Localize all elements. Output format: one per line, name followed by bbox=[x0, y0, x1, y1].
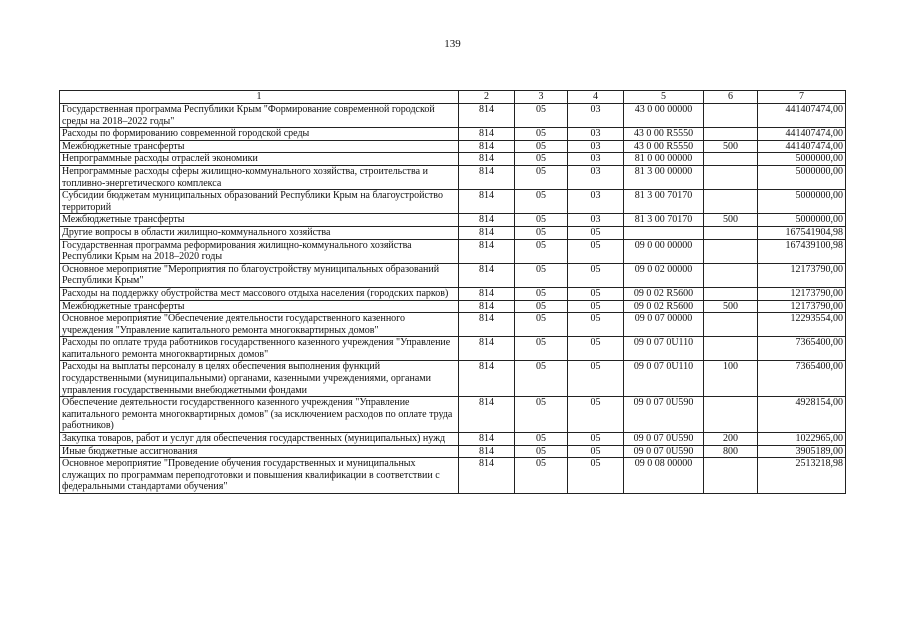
row-sum: 441407474,00 bbox=[758, 128, 846, 141]
row-rz: 05 bbox=[515, 165, 568, 189]
row-csr: 43 0 00 00000 bbox=[624, 104, 704, 128]
row-name: Расходы на поддержку обустройства мест массового отдыха населения (городских парков) bbox=[60, 287, 459, 300]
row-csr: 81 3 00 00000 bbox=[624, 165, 704, 189]
row-gr: 814 bbox=[459, 263, 515, 287]
table-row bbox=[60, 337, 846, 361]
table-row bbox=[60, 445, 846, 458]
row-rz: 05 bbox=[515, 433, 568, 446]
row-sum: 12173790,00 bbox=[758, 300, 846, 313]
row-name: Государственная программа реформирования жилищно-коммунального хозяйства Республики Крым на 2018–2020 годы bbox=[60, 239, 459, 263]
row-vr: 100 bbox=[704, 361, 758, 397]
row-sum: 12293554,00 bbox=[758, 313, 846, 337]
row-sum: 441407474,00 bbox=[758, 140, 846, 153]
row-csr: 09 0 07 0U590 bbox=[624, 433, 704, 446]
row-vr bbox=[704, 104, 758, 128]
row-pr: 05 bbox=[568, 433, 624, 446]
row-csr: 09 0 02 R5600 bbox=[624, 287, 704, 300]
row-sum: 12173790,00 bbox=[758, 287, 846, 300]
table-row bbox=[60, 153, 846, 166]
row-vr bbox=[704, 190, 758, 214]
row-csr: 43 0 00 R5550 bbox=[624, 128, 704, 141]
row-name: Иные бюджетные ассигнования bbox=[60, 445, 459, 458]
row-vr: 500 bbox=[704, 140, 758, 153]
table-row bbox=[60, 128, 846, 141]
row-name: Расходы по формированию современной городской среды bbox=[60, 128, 459, 141]
row-pr: 05 bbox=[568, 361, 624, 397]
row-name: Основное мероприятие "Обеспечение деятельности государственного казенного учреждения "Управление капитального ремонта многоквартирных домов" bbox=[60, 313, 459, 337]
row-name: Межбюджетные трансферты bbox=[60, 214, 459, 227]
row-pr: 03 bbox=[568, 165, 624, 189]
row-gr: 814 bbox=[459, 165, 515, 189]
table-row bbox=[60, 239, 846, 263]
row-rz: 05 bbox=[515, 153, 568, 166]
row-csr: 09 0 07 00000 bbox=[624, 313, 704, 337]
row-vr bbox=[704, 239, 758, 263]
col-header-7: 7 bbox=[758, 91, 846, 104]
row-gr: 814 bbox=[459, 433, 515, 446]
col-header-1: 1 bbox=[60, 91, 459, 104]
row-rz: 05 bbox=[515, 140, 568, 153]
row-vr bbox=[704, 263, 758, 287]
row-csr bbox=[624, 226, 704, 239]
row-gr: 814 bbox=[459, 397, 515, 433]
row-pr: 05 bbox=[568, 300, 624, 313]
row-vr bbox=[704, 337, 758, 361]
row-name: Основное мероприятие "Мероприятия по благоустройству муниципальных образований Республики Крым" bbox=[60, 263, 459, 287]
table-row bbox=[60, 397, 846, 433]
row-csr: 81 3 00 70170 bbox=[624, 190, 704, 214]
row-sum: 7365400,00 bbox=[758, 337, 846, 361]
row-pr: 03 bbox=[568, 104, 624, 128]
row-csr: 09 0 08 00000 bbox=[624, 458, 704, 494]
row-gr: 814 bbox=[459, 239, 515, 263]
row-name: Межбюджетные трансферты bbox=[60, 140, 459, 153]
row-pr: 05 bbox=[568, 239, 624, 263]
row-gr: 814 bbox=[459, 214, 515, 227]
row-pr: 03 bbox=[568, 190, 624, 214]
row-vr: 500 bbox=[704, 214, 758, 227]
table-row bbox=[60, 300, 846, 313]
row-gr: 814 bbox=[459, 226, 515, 239]
row-rz: 05 bbox=[515, 287, 568, 300]
row-pr: 03 bbox=[568, 214, 624, 227]
row-vr bbox=[704, 128, 758, 141]
row-vr bbox=[704, 153, 758, 166]
row-sum: 2513218,98 bbox=[758, 458, 846, 494]
row-sum: 1022965,00 bbox=[758, 433, 846, 446]
row-gr: 814 bbox=[459, 313, 515, 337]
row-name: Расходы по оплате труда работников государственного казенного учреждения "Управление капитального ремонта многоквартирных домов" bbox=[60, 337, 459, 361]
table-row bbox=[60, 104, 846, 128]
row-pr: 03 bbox=[568, 153, 624, 166]
row-rz: 05 bbox=[515, 239, 568, 263]
row-gr: 814 bbox=[459, 337, 515, 361]
table-row bbox=[60, 226, 846, 239]
col-header-2: 2 bbox=[459, 91, 515, 104]
row-sum: 167439100,98 bbox=[758, 239, 846, 263]
row-gr: 814 bbox=[459, 104, 515, 128]
row-vr bbox=[704, 165, 758, 189]
table-row bbox=[60, 263, 846, 287]
row-csr: 43 0 00 R5550 bbox=[624, 140, 704, 153]
row-rz: 05 bbox=[515, 226, 568, 239]
budget-table bbox=[59, 90, 846, 494]
row-name: Основное мероприятие "Проведение обучения государственных и муниципальных служащих по программам переподготовки и повышения квалификации в соответствии с федеральными стандартами обучения" bbox=[60, 458, 459, 494]
table-row bbox=[60, 165, 846, 189]
row-csr: 81 0 00 00000 bbox=[624, 153, 704, 166]
row-pr: 05 bbox=[568, 337, 624, 361]
row-csr: 09 0 07 0U590 bbox=[624, 445, 704, 458]
row-sum: 7365400,00 bbox=[758, 361, 846, 397]
row-pr: 05 bbox=[568, 226, 624, 239]
row-rz: 05 bbox=[515, 337, 568, 361]
row-rz: 05 bbox=[515, 190, 568, 214]
row-vr: 200 bbox=[704, 433, 758, 446]
table-row bbox=[60, 287, 846, 300]
row-name: Субсидии бюджетам муниципальных образований Республики Крым на благоустройство территорий bbox=[60, 190, 459, 214]
row-rz: 05 bbox=[515, 104, 568, 128]
row-name: Межбюджетные трансферты bbox=[60, 300, 459, 313]
table-row bbox=[60, 140, 846, 153]
header-row bbox=[60, 91, 846, 104]
row-gr: 814 bbox=[459, 287, 515, 300]
row-rz: 05 bbox=[515, 313, 568, 337]
row-rz: 05 bbox=[515, 445, 568, 458]
table-row bbox=[60, 214, 846, 227]
row-sum: 5000000,00 bbox=[758, 153, 846, 166]
row-vr: 800 bbox=[704, 445, 758, 458]
row-vr bbox=[704, 287, 758, 300]
row-pr: 05 bbox=[568, 445, 624, 458]
row-sum: 12173790,00 bbox=[758, 263, 846, 287]
page-number: 139 bbox=[444, 38, 461, 50]
col-header-5: 5 bbox=[624, 91, 704, 104]
row-name: Непрограммные расходы сферы жилищно-коммунального хозяйства, строительства и топливно-энергетического комплекса bbox=[60, 165, 459, 189]
row-vr bbox=[704, 458, 758, 494]
row-pr: 05 bbox=[568, 313, 624, 337]
row-pr: 05 bbox=[568, 263, 624, 287]
row-gr: 814 bbox=[459, 458, 515, 494]
row-pr: 05 bbox=[568, 287, 624, 300]
row-sum: 3905189,00 bbox=[758, 445, 846, 458]
row-name: Закупка товаров, работ и услуг для обеспечения государственных (муниципальных) нужд bbox=[60, 433, 459, 446]
row-vr bbox=[704, 226, 758, 239]
row-rz: 05 bbox=[515, 263, 568, 287]
row-rz: 05 bbox=[515, 300, 568, 313]
row-vr bbox=[704, 313, 758, 337]
row-rz: 05 bbox=[515, 214, 568, 227]
row-gr: 814 bbox=[459, 153, 515, 166]
row-gr: 814 bbox=[459, 190, 515, 214]
row-vr: 500 bbox=[704, 300, 758, 313]
row-rz: 05 bbox=[515, 458, 568, 494]
row-rz: 05 bbox=[515, 361, 568, 397]
table-row bbox=[60, 313, 846, 337]
row-pr: 05 bbox=[568, 397, 624, 433]
row-sum: 4928154,00 bbox=[758, 397, 846, 433]
row-gr: 814 bbox=[459, 445, 515, 458]
table-row bbox=[60, 458, 846, 494]
row-name: Обеспечение деятельности государственного казенного учреждения "Управление капитального ремонта многоквартирных домов" (за исключением расходов по оплате труда работников) bbox=[60, 397, 459, 433]
row-pr: 03 bbox=[568, 140, 624, 153]
row-name: Непрограммные расходы отраслей экономики bbox=[60, 153, 459, 166]
row-name: Государственная программа Республики Крым "Формирование современной городской среды на 2018–2022 годы" bbox=[60, 104, 459, 128]
row-csr: 09 0 07 0U110 bbox=[624, 337, 704, 361]
row-csr: 09 0 02 R5600 bbox=[624, 300, 704, 313]
row-gr: 814 bbox=[459, 128, 515, 141]
row-csr: 09 0 07 0U590 bbox=[624, 397, 704, 433]
row-vr bbox=[704, 397, 758, 433]
table-row bbox=[60, 190, 846, 214]
row-sum: 5000000,00 bbox=[758, 214, 846, 227]
col-header-3: 3 bbox=[515, 91, 568, 104]
table-row bbox=[60, 361, 846, 397]
row-csr: 09 0 02 00000 bbox=[624, 263, 704, 287]
row-sum: 5000000,00 bbox=[758, 190, 846, 214]
row-name: Другие вопросы в области жилищно-коммунального хозяйства bbox=[60, 226, 459, 239]
row-gr: 814 bbox=[459, 300, 515, 313]
row-csr: 09 0 00 00000 bbox=[624, 239, 704, 263]
row-csr: 81 3 00 70170 bbox=[624, 214, 704, 227]
row-sum: 167541904,98 bbox=[758, 226, 846, 239]
row-rz: 05 bbox=[515, 397, 568, 433]
row-csr: 09 0 07 0U110 bbox=[624, 361, 704, 397]
table-row bbox=[60, 433, 846, 446]
row-sum: 5000000,00 bbox=[758, 165, 846, 189]
row-gr: 814 bbox=[459, 361, 515, 397]
row-rz: 05 bbox=[515, 128, 568, 141]
col-header-6: 6 bbox=[704, 91, 758, 104]
row-name: Расходы на выплаты персоналу в целях обеспечения выполнения функций государственными (муниципальными) органами, казенными учреждениями, органами управления государственными внебюджетными фондами bbox=[60, 361, 459, 397]
row-sum: 441407474,00 bbox=[758, 104, 846, 128]
row-gr: 814 bbox=[459, 140, 515, 153]
row-pr: 03 bbox=[568, 128, 624, 141]
row-pr: 05 bbox=[568, 458, 624, 494]
col-header-4: 4 bbox=[568, 91, 624, 104]
